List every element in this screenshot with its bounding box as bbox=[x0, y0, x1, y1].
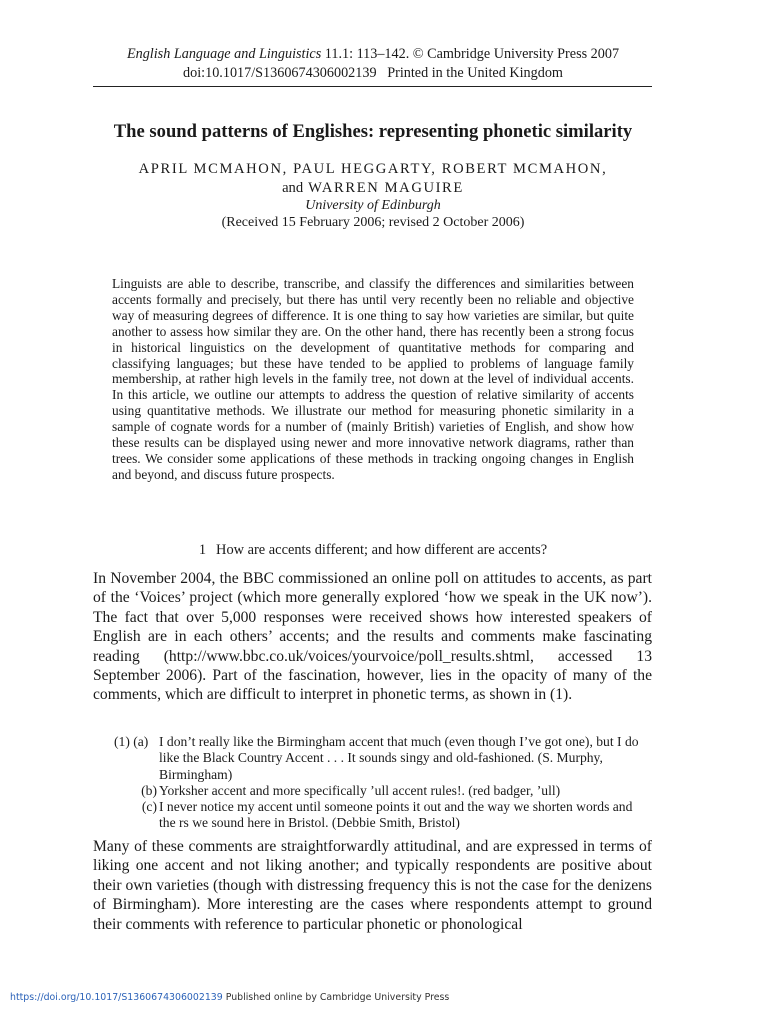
author-list bbox=[93, 160, 653, 198]
published-online-note: Published online by Cambridge University Press bbox=[222, 992, 450, 1003]
article-title: The sound patterns of Englishes: representing phonetic similarity bbox=[113, 121, 633, 142]
journal-name: English Language and Linguistics bbox=[126, 46, 322, 62]
example-label: (1) (a) bbox=[114, 734, 149, 749]
journal-header bbox=[93, 45, 653, 83]
header-rule bbox=[93, 86, 652, 87]
authors-and: and bbox=[282, 180, 304, 196]
example-list bbox=[93, 734, 652, 832]
example-text: Yorksher accent and more specifically ’ull accent rules!. (red badger, ’ull) bbox=[159, 782, 561, 798]
doi-line: doi:10.1017/S1360674306002139 Printed in the United Kingdom bbox=[183, 65, 563, 81]
section-number: 1 bbox=[198, 542, 207, 558]
section-heading bbox=[93, 541, 653, 559]
example-item-a bbox=[93, 734, 652, 783]
citation-details: 11.1: 113–142. © Cambridge University Press 2007 bbox=[321, 46, 620, 62]
body-paragraph-2: Many of these comments are straightforwardly attitudinal, and are expressed in terms of liking one accent and not liking another; and typically respondents are positive about their own varieties (though with distressing frequency this is not the case for the denizens of Birmingham). More interesting are the cases where respondents attempt to ground their comments with reference to particular phonetic or phonological bbox=[93, 838, 652, 933]
example-label: (c) bbox=[141, 799, 157, 815]
example-text: I never notice my accent until someone points it out and the way we shorten words and the rs we sound here in Bristol. (Debbie Smith, Bristol) bbox=[159, 799, 633, 831]
affiliation: University of Edinburgh bbox=[305, 198, 441, 213]
authors-line-1: APRIL MCMAHON, PAUL HEGGARTY, ROBERT MCMAHON, bbox=[138, 161, 608, 177]
example-text: I don’t really like the Birmingham accent that much (even though I’ve got one), but I do like the Black Country Accent . . . It sounds singy and old-fashioned. (S. Murphy, Birmingham) bbox=[159, 734, 639, 782]
body-paragraph-1: In November 2004, the BBC commissioned an online poll on attitudes to accents, as part of the ‘Voices’ project (which more generally explored ‘how we speak in the UK now’). The fact that over 5,000 responses were received shows how interested speakers of English are in each others’ accents; and the results and comments make fascinating reading (http://www.bbc.co.uk/voices/yourvoice/poll_results.shtml, accessed 13 September 2006). Part of the fascination, however, lies in the opacity of many of the comments, which are difficult to interpret in phonetic terms, as shown in (1). bbox=[93, 570, 652, 704]
example-item-b bbox=[93, 783, 652, 799]
authors-last: WARREN MAGUIRE bbox=[308, 180, 464, 196]
authors-line-2 bbox=[93, 179, 653, 198]
received-dates: (Received 15 February 2006; revised 2 October 2006) bbox=[221, 215, 525, 230]
citation-line bbox=[93, 45, 653, 64]
example-label: (b) bbox=[141, 782, 157, 798]
publication-footer bbox=[10, 992, 449, 1004]
section-title: How are accents different; and how different are accents? bbox=[216, 542, 548, 558]
abstract: Linguists are able to describe, transcribe, and classify the differences and similarities between accents formally and precisely, but there has until very recently been no reliable and objective way of measuring degrees of difference. It is one thing to say how varieties are similar, but quite another to assess how similar they are. On the other hand, there has recently been a strong focus in historical linguistics on the development of quantitative methods for comparing and classifying languages; but these have tended to be applied to problems of language family membership, at rather high levels in the family tree, not down at the level of individual accents. In this article, we outline our attempts to address the question of relative similarity of accents using quantitative methods. We illustrate our method for measuring phonetic similarity in a sample of cognate words for a number of (mainly British) varieties of English, and show how these results can be displayed using newer and more innovative network diagrams, rather than trees. We consider some applications of these methods in tracking ongoing changes in English and beyond, and discuss future prospects. bbox=[112, 276, 634, 482]
example-item-c bbox=[93, 799, 652, 832]
doi-link[interactable]: https://doi.org/10.1017/S1360674306002139 bbox=[10, 992, 223, 1003]
